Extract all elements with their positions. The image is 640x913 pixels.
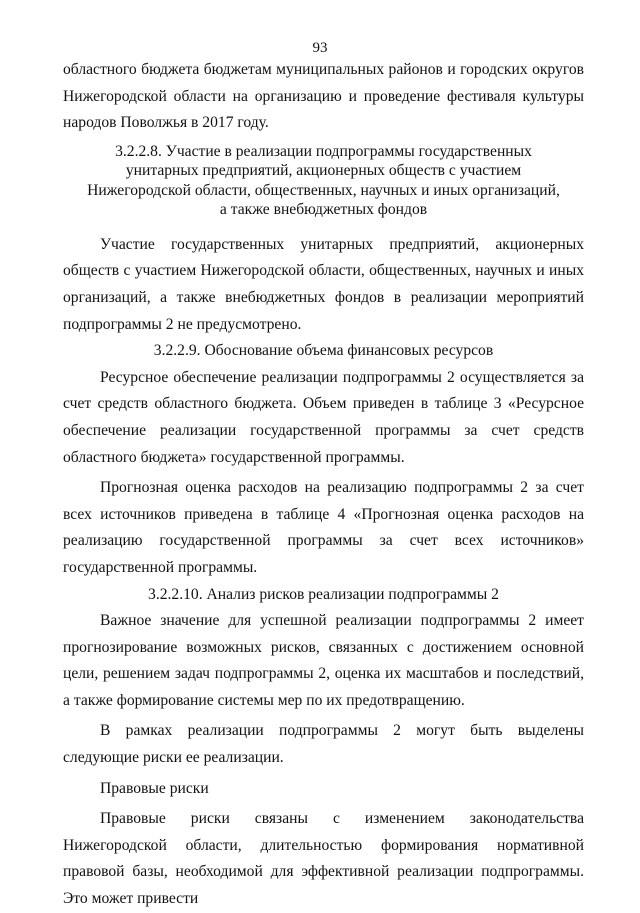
section-32210-paragraph-2: В рамках реализации подпрограммы 2 могут быть выделены следующие риски ее реализации. bbox=[63, 722, 584, 767]
legal-risks-title: Правовые риски bbox=[100, 779, 209, 797]
section-3229-heading: 3.2.2.9. Обоснование объема финансовых ресурсов bbox=[153, 342, 494, 360]
section-3228-heading-line: а также внебюджетных фондов bbox=[219, 201, 428, 219]
legal-risks-paragraph: Правовые риски связаны с изменением законодательства Нижегородской области, длительностью формирования нормативной правовой базы, необходимой для эффективной реализации подпрограммы. Это может привести bbox=[63, 810, 584, 908]
page-number: 93 bbox=[312, 40, 328, 56]
section-32210-heading: 3.2.2.10. Анализ рисков реализации подпрограммы 2 bbox=[148, 585, 499, 603]
continuation-paragraph: областного бюджета бюджетам муниципальных районов и городских округов Нижегородской области на организацию и проведение фестиваля культуры народов Поволжья в 2017 году. bbox=[63, 61, 584, 132]
section-3228-heading bbox=[63, 142, 584, 220]
section-3228-paragraph: Участие государственных унитарных предприятий, акционерных обществ с участием Нижегородской области, общественных, научных и иных организаций, а также внебюджетных фондов в реализации мероприятий подпрограммы 2 не предусмотрено. bbox=[63, 235, 584, 333]
page-body bbox=[63, 57, 584, 913]
section-3229-paragraph-1: Ресурсное обеспечение реализации подпрограммы 2 осуществляется за счет средств областного бюджета. Объем приведен в таблице 3 «Ресурсное обеспечение реализации государственной программы за счет средств областного бюджета» государственной программы. bbox=[63, 368, 584, 466]
section-3228-heading-line: 3.2.2.8. Участие в реализации подпрограммы государственных bbox=[115, 142, 532, 160]
section-3228-heading-line: унитарных предприятий, акционерных обществ с участием bbox=[125, 162, 522, 180]
section-3229-paragraph-2: Прогнозная оценка расходов на реализацию подпрограммы 2 за счет всех источников приведена в таблице 4 «Прогнозная оценка расходов на реализацию государственной программы за счет всех источников» государственной программы. bbox=[63, 479, 584, 576]
section-32210-paragraph-1: Важное значение для успешной реализации подпрограммы 2 имеет прогнозирование возможных рисков, связанных с достижением основной цели, решением задач подпрограммы 2, оценка их масштабов и последствий, а также формирование системы мер по их предотвращению. bbox=[63, 612, 584, 709]
section-3228-heading-line: Нижегородской области, общественных, научных и иных организаций, bbox=[87, 181, 560, 199]
